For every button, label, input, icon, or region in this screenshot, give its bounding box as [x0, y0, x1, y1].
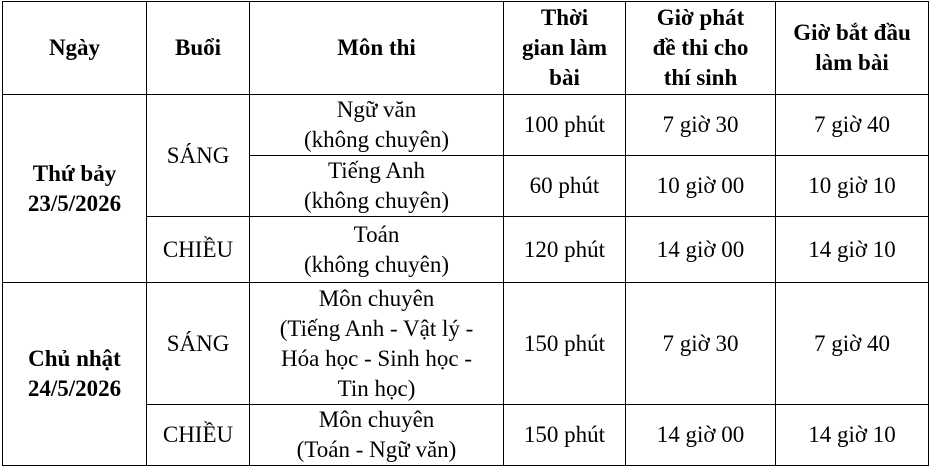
header-subject: Môn thi	[250, 2, 504, 95]
header-duration: Thời gian làm bài	[504, 2, 626, 95]
subject-cell: Môn chuyên (Toán - Ngữ văn)	[250, 405, 504, 466]
header-row	[3, 2, 929, 95]
subject-cell: Môn chuyên (Tiếng Anh - Vật lý - Hóa học - Sinh học - Tin học)	[250, 283, 504, 405]
exam-schedule-table	[2, 1, 929, 466]
session-cell-morning: SÁNG	[147, 95, 250, 217]
duration-cell: 150 phút	[504, 283, 626, 405]
distribute-time-cell: 7 giờ 30	[626, 95, 776, 156]
session-cell-afternoon: CHIỀU	[147, 217, 250, 283]
session-cell-morning: SÁNG	[147, 283, 250, 405]
duration-cell: 150 phút	[504, 405, 626, 466]
start-time-cell: 14 giờ 10	[776, 217, 929, 283]
start-time-cell: 14 giờ 10	[776, 405, 929, 466]
duration-cell: 60 phút	[504, 156, 626, 217]
subject-cell: Toán (không chuyên)	[250, 217, 504, 283]
start-time-cell: 10 giờ 10	[776, 156, 929, 217]
header-day: Ngày	[3, 2, 147, 95]
day-cell-saturday: Thứ bảy 23/5/2026	[3, 95, 147, 283]
start-time-cell: 7 giờ 40	[776, 95, 929, 156]
subject-cell: Ngữ văn (không chuyên)	[250, 95, 504, 156]
header-distribute-time: Giờ phát đề thi cho thí sinh	[626, 2, 776, 95]
header-start-time: Giờ bắt đầu làm bài	[776, 2, 929, 95]
subject-cell: Tiếng Anh (không chuyên)	[250, 156, 504, 217]
header-session: Buổi	[147, 2, 250, 95]
distribute-time-cell: 7 giờ 30	[626, 283, 776, 405]
duration-cell: 120 phút	[504, 217, 626, 283]
distribute-time-cell: 10 giờ 00	[626, 156, 776, 217]
table-row	[3, 95, 929, 156]
duration-cell: 100 phút	[504, 95, 626, 156]
start-time-cell: 7 giờ 40	[776, 283, 929, 405]
distribute-time-cell: 14 giờ 00	[626, 217, 776, 283]
session-cell-afternoon: CHIỀU	[147, 405, 250, 466]
day-cell-sunday: Chủ nhật 24/5/2026	[3, 283, 147, 466]
distribute-time-cell: 14 giờ 00	[626, 405, 776, 466]
table-row	[3, 283, 929, 405]
